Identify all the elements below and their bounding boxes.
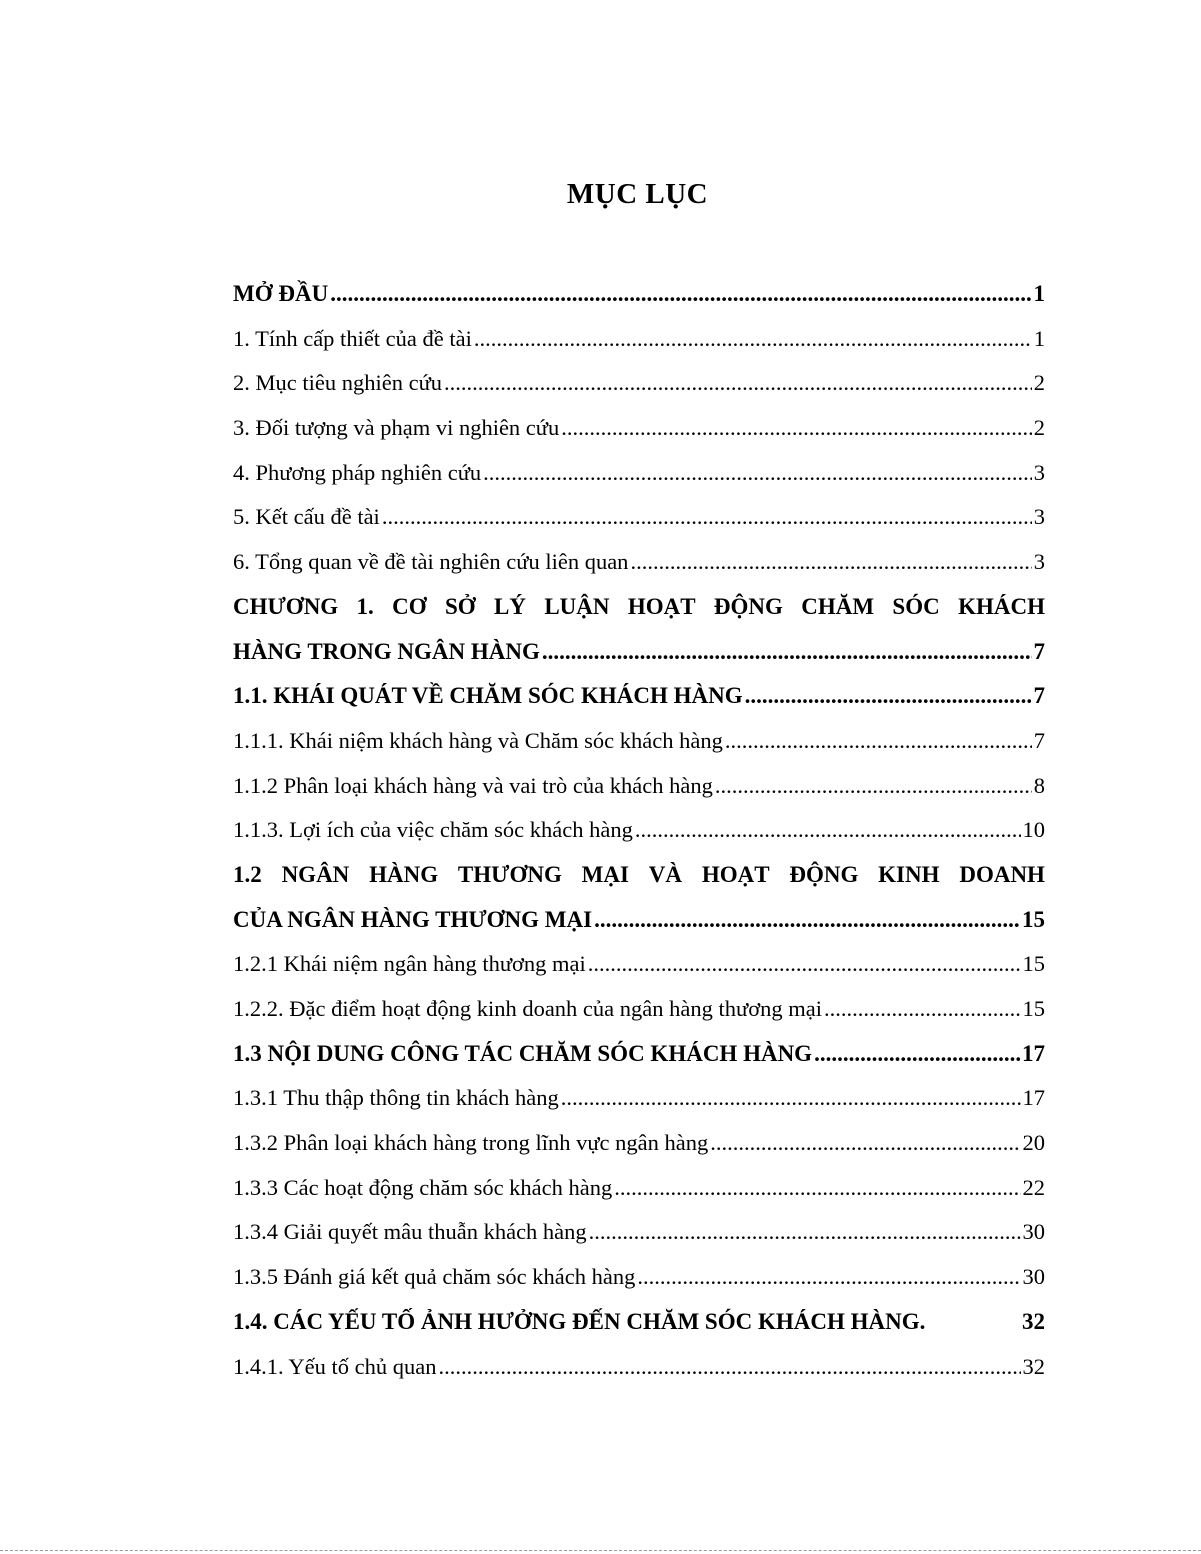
dot-leader (444, 365, 1032, 401)
dot-leader (614, 1170, 1020, 1206)
toc-entry-row (233, 1259, 1045, 1295)
toc-entry-row (233, 1349, 1045, 1385)
toc-entry-title: 1.3.2 Phân loại khách hàng trong lĩnh vực ngân hàng (233, 1130, 709, 1156)
dot-leader (594, 902, 1020, 938)
toc-entry-title: 1.3.3 Các hoạt động chăm sóc khách hàng (233, 1174, 613, 1200)
dot-leader (588, 946, 1021, 982)
toc-entry-title: 2. Mục tiêu nghiên cứu (233, 370, 443, 396)
toc-entry-title: 1.1.2 Phân loại khách hàng và vai trò của khách hàng (233, 772, 713, 798)
toc-entry[interactable] (233, 1349, 1045, 1394)
toc-heading-word: HOẠT (627, 593, 696, 619)
toc-entry-page-number: 32 (1022, 1353, 1045, 1379)
toc-entry[interactable] (233, 499, 1045, 544)
dot-leader (725, 723, 1032, 759)
toc-entry-page-number: 22 (1022, 1174, 1045, 1200)
dot-leader (382, 499, 1032, 535)
toc-heading-word: CHĂM (801, 593, 875, 619)
toc-entry[interactable] (233, 1125, 1045, 1170)
toc-entry-page-number: 2 (1033, 415, 1045, 441)
toc-entry-row (233, 678, 1045, 714)
toc-entry-row (233, 455, 1045, 491)
toc-entry-title: 1.1.1. Khái niệm khách hàng và Chăm sóc khách hàng (233, 727, 723, 753)
toc-entry-heading-line (233, 589, 1045, 634)
toc-entry-row (233, 1080, 1045, 1116)
page-bottom-edge (0, 1550, 1201, 1552)
toc-entry-page-number: 7 (1033, 727, 1045, 753)
toc-entry[interactable] (233, 365, 1045, 410)
dot-leader (561, 1080, 1021, 1116)
dot-leader (474, 321, 1032, 357)
toc-heading-word: DOANH (959, 861, 1045, 887)
toc-entry-page-number: 7 (1033, 683, 1045, 709)
toc-entry[interactable] (233, 1036, 1045, 1081)
toc-entry-title: 1.3.5 Đánh giá kết quả chăm sóc khách hàng (233, 1264, 636, 1290)
dot-leader (715, 768, 1032, 804)
toc-heading-word: NGÂN (281, 861, 350, 887)
toc-heading-word: THƯƠNG (457, 861, 562, 887)
toc-heading-word: 1. (356, 593, 374, 619)
toc-entry-title: 1.4. CÁC YẾU TỐ ẢNH HƯỞNG ĐẾN CHĂM SÓC KHÁCH HÀNG. (233, 1308, 926, 1334)
toc-entry-page-number: 30 (1022, 1264, 1045, 1290)
toc-entry[interactable] (233, 276, 1045, 321)
toc-entry[interactable] (233, 902, 1045, 947)
toc-entry[interactable] (233, 678, 1045, 723)
toc-entry-title: MỞ ĐẦU (233, 281, 329, 306)
toc-entry[interactable] (233, 723, 1045, 768)
toc-entry[interactable] (233, 410, 1045, 455)
dot-leader (561, 410, 1032, 446)
dot-leader (439, 1349, 1021, 1385)
toc-heading-word: KINH (878, 861, 940, 887)
toc-entry-row (233, 276, 1045, 312)
toc-entry-page-number: 32 (1022, 1308, 1045, 1334)
toc-heading-word: CHƯƠNG (233, 593, 339, 619)
toc-entry-row (233, 1036, 1045, 1072)
toc-entry-page-number: 17 (1022, 1085, 1045, 1111)
toc-entry-page-number: 2 (1033, 370, 1045, 396)
toc-entry-row (233, 946, 1045, 982)
toc-heading-word: MẠI (581, 861, 629, 887)
toc-heading-word: LUẬN (544, 593, 610, 619)
toc-entry-page-number: 10 (1022, 817, 1045, 843)
toc-heading-word: LÝ (494, 593, 526, 619)
toc-entry-page-number: 15 (1022, 906, 1045, 932)
toc-heading-word: KHÁCH (958, 593, 1045, 619)
toc-heading-word: SỞ (444, 593, 476, 619)
toc-entry-row (233, 812, 1045, 848)
page-title: MỤC LỤC (566, 178, 709, 210)
toc-entry-row (233, 723, 1045, 759)
toc-entry-row (233, 365, 1045, 401)
toc-entry-title: HÀNG TRONG NGÂN HÀNG (233, 638, 540, 664)
toc-entry[interactable] (233, 1080, 1045, 1125)
toc-entry[interactable] (233, 321, 1045, 366)
dot-leader (589, 1214, 1021, 1250)
toc-entry-row (233, 321, 1045, 357)
toc-entry-title: 1.3.1 Thu thập thông tin khách hàng (233, 1085, 559, 1111)
toc-entry-heading-words (233, 857, 1045, 893)
toc-entry-page-number: 17 (1022, 1040, 1045, 1066)
toc-entry-page-number: 1 (1033, 281, 1045, 306)
toc-entry-heading-line (233, 857, 1045, 902)
toc-entry[interactable] (233, 634, 1045, 679)
toc-entry[interactable] (233, 1304, 1045, 1349)
toc-entry-title: 1.3.4 Giải quyết mâu thuẫn khách hàng (233, 1219, 587, 1245)
table-of-contents (233, 276, 1045, 1393)
toc-entry-title: 1.2.2. Đặc điểm hoạt động kinh doanh của ngân hàng thương mại (233, 996, 822, 1021)
toc-entry-row (233, 634, 1045, 670)
toc-heading-word: ĐỘNG (789, 861, 859, 887)
toc-entry[interactable] (233, 991, 1045, 1036)
toc-entry-page-number: 15 (1022, 951, 1045, 977)
dot-leader (710, 1125, 1020, 1161)
dot-leader (745, 678, 1032, 714)
toc-entry-title: 6. Tổng quan về đề tài nghiên cứu liên quan (233, 549, 629, 575)
toc-entry-row (233, 544, 1045, 580)
toc-entry-title: 1.1.3. Lợi ích của việc chăm sóc khách hàng (233, 817, 633, 843)
dot-leader (542, 634, 1032, 670)
toc-entry-row (233, 499, 1045, 535)
toc-entry-row (233, 902, 1045, 938)
toc-entry-page-number: 3 (1033, 459, 1045, 485)
toc-entry-row (233, 1170, 1045, 1206)
toc-entry-page-number: 7 (1033, 638, 1045, 664)
toc-heading-word: HOẠT (701, 861, 770, 887)
toc-entry[interactable] (233, 1259, 1045, 1304)
toc-heading-word: 1.2 (233, 861, 262, 887)
toc-entry-title: 3. Đối tượng và phạm vi nghiên cứu (233, 415, 560, 441)
dot-leader (630, 544, 1031, 580)
toc-entry[interactable] (233, 1170, 1045, 1215)
toc-entry-title: 1.4.1. Yếu tố chủ quan (233, 1353, 437, 1379)
toc-heading-word: VÀ (648, 861, 682, 887)
toc-entry[interactable] (233, 1214, 1045, 1259)
toc-entry-row (233, 768, 1045, 804)
toc-entry-page-number: 3 (1033, 549, 1045, 575)
dot-leader (483, 455, 1032, 491)
dot-leader (814, 1036, 1020, 1072)
toc-entry-page-number: 20 (1022, 1130, 1045, 1156)
toc-entry-row (233, 991, 1045, 1027)
toc-entry-page-number: 1 (1033, 325, 1045, 351)
toc-entry-heading-words (233, 589, 1045, 625)
toc-entry-row (233, 1125, 1045, 1161)
toc-entry-row (233, 410, 1045, 446)
toc-entry-title: 1. Tính cấp thiết của đề tài (233, 325, 472, 351)
toc-entry-row (233, 1214, 1045, 1250)
toc-entry-page-number: 15 (1022, 996, 1045, 1021)
toc-entry[interactable] (233, 544, 1045, 589)
toc-entry[interactable] (233, 455, 1045, 500)
toc-entry[interactable] (233, 812, 1045, 857)
toc-entry-title: 1.1. KHÁI QUÁT VỀ CHĂM SÓC KHÁCH HÀNG (233, 683, 743, 709)
toc-entry[interactable] (233, 768, 1045, 813)
toc-entry-title: 1.2.1 Khái niệm ngân hàng thương mại (233, 951, 586, 977)
dot-leader (637, 1259, 1020, 1295)
toc-heading-word: SÓC (892, 593, 940, 619)
toc-entry-title: 5. Kết cấu đề tài (233, 504, 380, 530)
toc-heading-word: HÀNG (369, 861, 439, 887)
toc-entry-page-number: 3 (1033, 504, 1045, 530)
dot-leader (635, 812, 1021, 848)
toc-heading-word: CƠ (392, 593, 427, 619)
toc-entry-page-number: 8 (1033, 772, 1045, 798)
toc-heading-word: ĐỘNG (713, 593, 783, 619)
toc-entry[interactable] (233, 946, 1045, 991)
dot-leader (824, 991, 1021, 1027)
toc-entry-title: CỦA NGÂN HÀNG THƯƠNG MẠI (233, 906, 593, 932)
toc-entry-row (233, 1304, 1045, 1340)
toc-entry-page-number: 30 (1022, 1219, 1045, 1245)
toc-entry-title: 1.3 NỘI DUNG CÔNG TÁC CHĂM SÓC KHÁCH HÀNG (233, 1040, 813, 1066)
toc-entry-title: 4. Phương pháp nghiên cứu (233, 459, 482, 485)
dot-leader (330, 276, 1031, 312)
